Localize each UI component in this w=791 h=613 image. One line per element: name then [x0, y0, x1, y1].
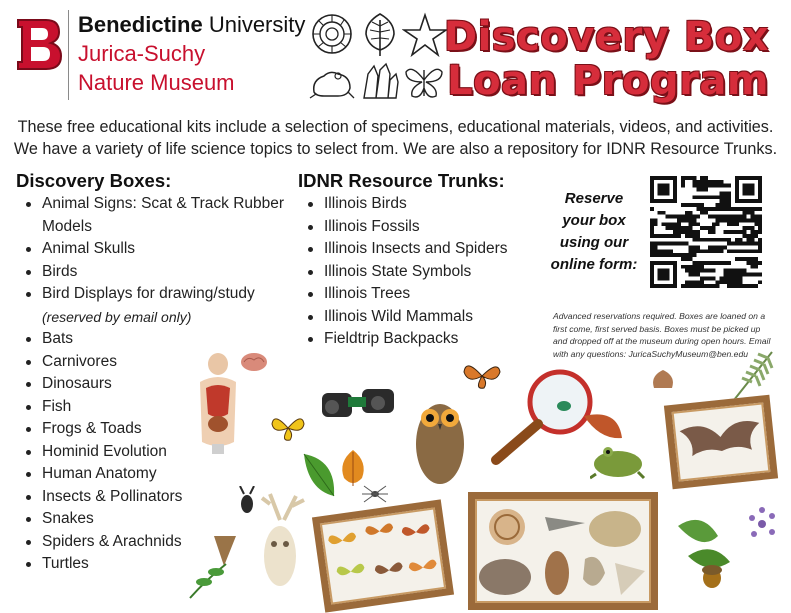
fine-print: Advanced reservations required. Boxes are loaned on a first come, first served basis. Boxes must be picked up and dropped off at the museum during open hours. Email with any questions: JuricaSuchyMuseum@ben.edu [553, 311, 771, 359]
list-item: Illinois Trees [298, 283, 538, 306]
list-item: Illinois Insects and Spiders [298, 238, 538, 261]
list-item: Illinois Birds [298, 193, 538, 216]
list-item: Frogs & Toads [16, 418, 286, 441]
intro-line2: We have a variety of life science topics to select from. We are also a repository for IDNR Resource Trunks. [13, 140, 778, 158]
fossil-collection-frame [468, 492, 658, 610]
idnr-heading: IDNR Resource Trunks: [298, 170, 505, 191]
oak-leaves-acorn-image [668, 506, 748, 590]
starfish-icon [402, 12, 448, 58]
discovery-list [16, 193, 286, 576]
logo-divider [68, 10, 69, 100]
spider-image [362, 484, 388, 504]
binoculars-image [318, 385, 398, 425]
list-item: Illinois Wild Mammals [298, 306, 538, 329]
butterfly-collection-frame [312, 499, 454, 612]
owl-image [410, 388, 470, 488]
butterfly-collection-image [320, 507, 446, 604]
frog-icon [308, 66, 356, 100]
program-title-line1: Discovery Box [443, 14, 769, 60]
list-item: Bird Displays for drawing/study (reserved by email only) [16, 283, 286, 328]
university-name: Benedictine University [78, 12, 306, 37]
autumn-leaf-image [338, 448, 368, 488]
list-item: Spiders & Arachnids [16, 531, 286, 554]
yellow-butterfly-image [270, 412, 306, 444]
list-item: Fieldtrip Backpacks [298, 328, 538, 351]
program-title-line2: Loan Program [447, 58, 769, 104]
ammonite-icon [310, 12, 354, 56]
list-item: Animal Skulls [16, 238, 286, 261]
list-item: Illinois State Symbols [298, 261, 538, 284]
list-item: Bats [16, 328, 286, 351]
museum-name-line2: Nature Museum [78, 70, 235, 95]
benedictine-logo [12, 14, 64, 74]
qr-code[interactable] [650, 176, 762, 288]
frog-image [590, 440, 646, 480]
leaf-icon [362, 12, 398, 58]
butterfly-icon [404, 62, 444, 102]
fossil-collection-image [475, 499, 651, 603]
reserve-callout: Reserve your box using our online form: [550, 190, 638, 273]
list-item: Birds [16, 261, 286, 284]
bat-frame [664, 395, 778, 490]
list-item: Hominid Evolution [16, 441, 286, 464]
discovery-heading: Discovery Boxes: [16, 170, 172, 191]
list-item: Insects & Pollinators [16, 486, 286, 509]
anatomy-model-image [192, 352, 244, 456]
museum-name-line1: Jurica-Suchy [78, 41, 206, 66]
deer-skull-image [250, 490, 312, 590]
reserved-note: (reserved by email only) [42, 308, 192, 325]
list-item: Dinosaurs [16, 373, 286, 396]
bat-image [672, 402, 771, 481]
crystal-icon [358, 62, 400, 102]
list-item: Turtles [16, 553, 286, 576]
list-item: Human Anatomy [16, 463, 286, 486]
list-item: Animal Signs: Scat & Track Rubber Models [16, 193, 286, 238]
list-item: Fish [16, 396, 286, 419]
dry-leaf-image [648, 368, 678, 394]
plant-sprig-image [186, 560, 230, 600]
intro-line1: These free educational kits include a selection of specimens, educational materials, videos, and activities. [17, 118, 774, 136]
purple-flower-image [742, 506, 782, 542]
list-item: Snakes [16, 508, 286, 531]
list-item: Illinois Fossils [298, 216, 538, 239]
brain-image [240, 352, 268, 374]
list-item: Carnivores [16, 351, 286, 374]
idnr-list [298, 193, 538, 351]
